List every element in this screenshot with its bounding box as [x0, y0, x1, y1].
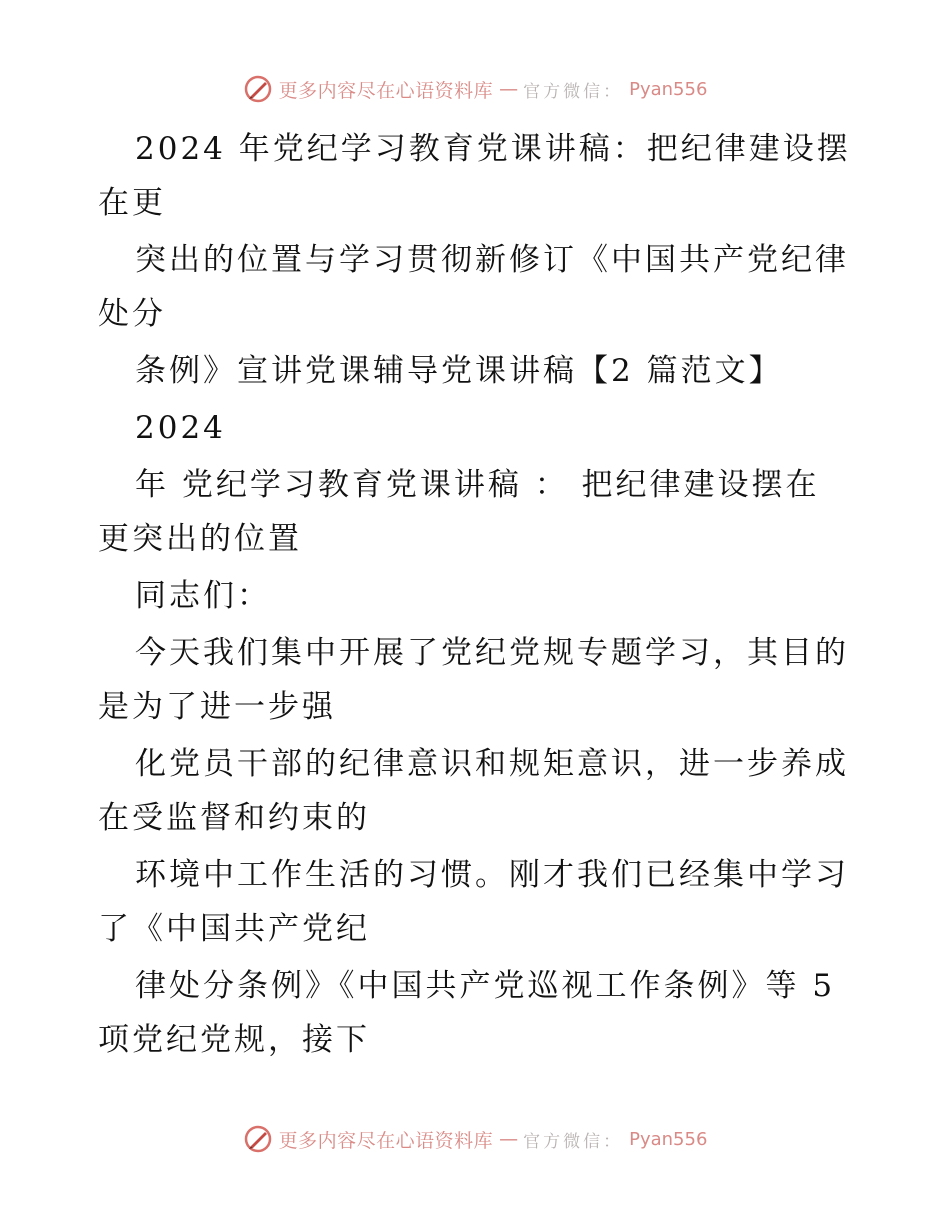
subtitle-line-2: 更突出的位置 [98, 521, 302, 557]
title-line-4: 处分 [98, 296, 166, 332]
paragraph-line-3: 化党员干部的纪律意识和规矩意识，进一步养成 [135, 746, 849, 782]
watermark-main-text: 更多内容尽在心语资料库 [278, 79, 494, 102]
watermark-wechat-id: Pyan556 [629, 1128, 708, 1150]
watermark-sub-text: 官方微信： [523, 1131, 624, 1152]
footer-watermark [0, 1124, 950, 1154]
title-line-2: 在更 [98, 185, 166, 221]
paragraph-line-2: 是为了进一步强 [98, 689, 336, 725]
salutation: 同志们： [135, 578, 271, 614]
watermark-main-text: 更多内容尽在心语资料库 [278, 1129, 494, 1152]
paragraph-line-6: 了《中国共产党纪 [98, 911, 370, 947]
watermark-dash: — [499, 1128, 518, 1150]
watermark-wechat-id: Pyan556 [629, 78, 708, 100]
subtitle-year: 2024 [135, 410, 226, 446]
title-line-3: 突出的位置与学习贯彻新修订《中国共产党纪律 [135, 242, 849, 278]
paragraph-line-4: 在受监督和约束的 [98, 800, 370, 836]
title-line-5: 条例》宣讲党课辅导党课讲稿【2 篇范文】 [135, 353, 783, 389]
quill-pen-logo-icon [243, 1124, 273, 1154]
title-line-1: 2024 年党纪学习教育党课讲稿：把纪律建设摆 [135, 131, 851, 167]
header-watermark [0, 74, 950, 104]
subtitle-line-1: 年 党纪学习教育党课讲稿 ： 把纪律建设摆在 [135, 467, 820, 503]
watermark-sub-text: 官方微信： [523, 81, 624, 102]
paragraph-line-5: 环境中工作生活的习惯。刚才我们已经集中学习 [135, 857, 849, 893]
watermark-dash: — [499, 78, 518, 100]
document-body [0, 122, 950, 1067]
paragraph-line-7: 律处分条例》《中国共产党巡视工作条例》等 5 [135, 968, 836, 1004]
quill-pen-logo-icon [243, 74, 273, 104]
paragraph-line-8: 项党纪党规，接下 [98, 1022, 370, 1058]
paragraph-line-1: 今天我们集中开展了党纪党规专题学习，其目的 [135, 635, 849, 671]
